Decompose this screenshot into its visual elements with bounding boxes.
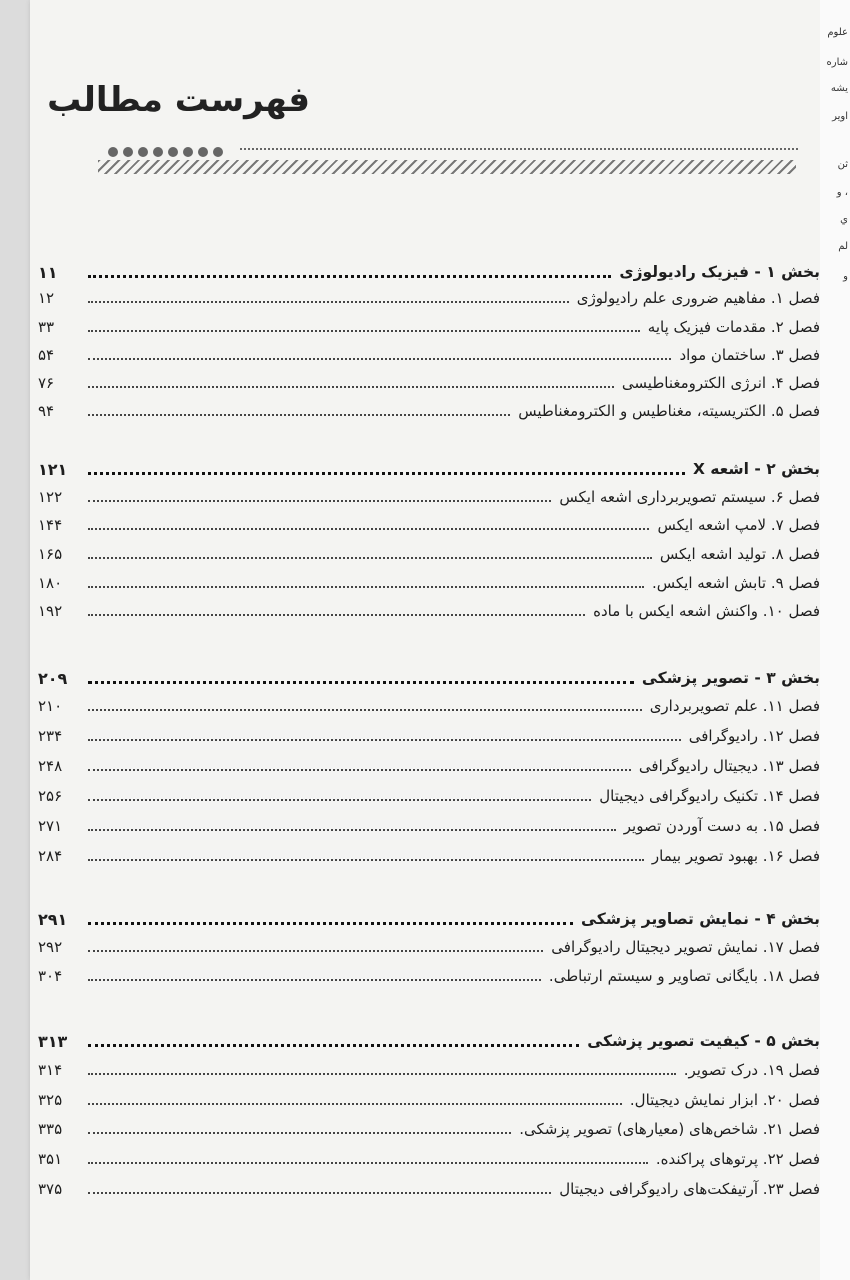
dot-leader xyxy=(88,769,631,771)
toc-part-entry[interactable] xyxy=(34,905,820,933)
dot-leader xyxy=(88,358,671,360)
page-number: ۱۲ xyxy=(38,289,55,307)
dot-leader xyxy=(88,301,569,303)
chapter-title: فصل ۵. الکتریسیته، مغناطیس و الکترومغناطیس xyxy=(518,402,820,420)
part-title: بخش ۲ - اشعه X xyxy=(692,460,820,478)
toc-chapter-entry[interactable] xyxy=(34,597,820,625)
toc-chapter-entry[interactable] xyxy=(34,782,820,810)
edge-text: ي xyxy=(840,214,848,225)
toc-chapter-entry[interactable] xyxy=(34,842,820,870)
toc-chapter-entry[interactable] xyxy=(34,511,820,539)
dot-leader xyxy=(88,950,543,952)
page-number: ۳۳۵ xyxy=(38,1120,63,1138)
chapter-title: فصل ۱۶. بهبود تصویر بیمار xyxy=(651,847,820,865)
page-number: ۲۳۴ xyxy=(38,727,63,745)
toc-chapter-entry[interactable] xyxy=(34,369,820,397)
page-number: ۲۱۰ xyxy=(38,697,63,715)
chapter-title: فصل ۱۸. بایگانی تصاویر و سیستم ارتباطی. xyxy=(548,967,820,985)
dot-leader xyxy=(88,557,652,559)
dot-leader xyxy=(88,799,591,801)
toc-chapter-entry[interactable] xyxy=(34,540,820,568)
dot-leader xyxy=(88,472,685,475)
page-number: ۲۰۹ xyxy=(38,668,68,688)
toc-chapter-entry[interactable] xyxy=(34,722,820,750)
dot-leader xyxy=(88,528,649,530)
table-of-contents xyxy=(30,0,820,1280)
dot-leader xyxy=(88,1103,622,1105)
page-number: ۳۵۱ xyxy=(38,1150,63,1168)
chapter-title: فصل ۸. تولید اشعه ایکس xyxy=(659,545,820,563)
edge-text: ، و xyxy=(836,187,848,198)
chapter-title: فصل ۱۲. رادیوگرافی xyxy=(688,727,820,745)
dot-leader xyxy=(88,386,614,388)
dot-leader xyxy=(88,709,642,711)
dot-leader xyxy=(88,829,616,831)
toc-chapter-entry[interactable] xyxy=(34,341,820,369)
toc-chapter-entry[interactable] xyxy=(34,397,820,425)
chapter-title: فصل ۳. ساختمان مواد xyxy=(679,346,820,364)
page-number: ۱۸۰ xyxy=(38,574,63,592)
dot-leader xyxy=(88,614,585,616)
page-number: ۲۹۱ xyxy=(38,909,68,929)
page-number: ۳۷۵ xyxy=(38,1180,63,1198)
book-page xyxy=(30,0,820,1280)
edge-text: و xyxy=(843,271,848,282)
toc-chapter-entry[interactable] xyxy=(34,1056,820,1084)
chapter-title: فصل ۹. تابش اشعه ایکس. xyxy=(651,574,820,592)
page-number: ۹۴ xyxy=(38,402,55,420)
toc-chapter-entry[interactable] xyxy=(34,962,820,990)
dot-leader xyxy=(88,739,681,741)
dot-leader xyxy=(88,330,640,332)
page-number: ۳۲۵ xyxy=(38,1091,63,1109)
chapter-title: فصل ۱۳. دیجیتال رادیوگرافی xyxy=(638,757,820,775)
toc-chapter-entry[interactable] xyxy=(34,284,820,312)
dot-leader xyxy=(88,1132,511,1134)
chapter-title: فصل ۷. لامپ اشعه ایکس xyxy=(657,516,820,534)
toc-chapter-entry[interactable] xyxy=(34,1115,820,1143)
toc-part-entry[interactable] xyxy=(34,1027,820,1055)
page-number: ۲۹۲ xyxy=(38,938,63,956)
page-number: ۳۱۴ xyxy=(38,1061,63,1079)
chapter-title: فصل ۱۷. نمایش تصویر دیجیتال رادیوگرافی xyxy=(551,938,820,956)
chapter-title: فصل ۱۱. علم تصویربرداری xyxy=(649,697,820,715)
page-number: ۲۷۱ xyxy=(38,817,63,835)
edge-text: لم xyxy=(838,241,848,252)
dot-leader xyxy=(88,1192,551,1194)
page-title: فهرست مطالب xyxy=(47,80,310,120)
toc-chapter-entry[interactable] xyxy=(34,483,820,511)
edge-text: يشه xyxy=(830,83,848,94)
chapter-title: فصل ۱۴. تکنیک رادیوگرافی دیجیتال xyxy=(599,787,820,805)
chapter-title: فصل ۲. مقدمات فیزیک پایه xyxy=(647,318,820,336)
dot-leader xyxy=(88,414,510,416)
chapter-title: فصل ۶. سیستم تصویربرداری اشعه ایکس xyxy=(559,488,820,506)
chapter-title: فصل ۲۳. آرتیفکت‌های رادیوگرافی دیجیتال xyxy=(559,1180,820,1198)
page-number: ۱۲۱ xyxy=(38,459,68,479)
part-title: بخش ۳ - تصویر پزشکی xyxy=(641,669,820,687)
toc-chapter-entry[interactable] xyxy=(34,1175,820,1203)
edge-text: علوم xyxy=(827,27,848,38)
dot-leader xyxy=(88,1073,676,1075)
toc-chapter-entry[interactable] xyxy=(34,1145,820,1173)
chapter-title: فصل ۱. مفاهیم ضروری علم رادیولوژی xyxy=(576,289,820,307)
dot-leader xyxy=(88,1044,579,1047)
page-number: ۳۱۳ xyxy=(38,1031,68,1051)
page-number: ۵۴ xyxy=(38,346,55,364)
page-number: ۱۲۲ xyxy=(38,488,63,506)
page-number: ۲۸۴ xyxy=(38,847,63,865)
page-number: ۲۴۸ xyxy=(38,757,63,775)
page-number: ۳۳ xyxy=(38,318,55,336)
page-number: ۲۵۶ xyxy=(38,787,63,805)
chapter-title: فصل ۲۲. پرتوهای پراکنده. xyxy=(655,1150,820,1168)
page-number: ۷۶ xyxy=(38,374,55,392)
edge-text: ثن xyxy=(837,159,848,170)
page-number: ۳۰۴ xyxy=(38,967,63,985)
part-title: بخش ۴ - نمایش تصاویر پزشکی xyxy=(581,910,820,928)
dot-leader xyxy=(88,681,634,684)
chapter-title: فصل ۱۹. درک تصویر. xyxy=(683,1061,820,1079)
toc-chapter-entry[interactable] xyxy=(34,692,820,720)
page-number: ۱۱ xyxy=(38,262,58,282)
toc-part-entry[interactable] xyxy=(34,455,820,483)
part-title: بخش ۵ - کیفیت تصویر پزشکی xyxy=(587,1032,820,1050)
edge-text: اوير xyxy=(832,111,848,122)
dot-leader xyxy=(88,500,551,502)
dot-leader xyxy=(88,275,611,278)
toc-chapter-entry[interactable] xyxy=(34,1086,820,1114)
toc-chapter-entry[interactable] xyxy=(34,933,820,961)
toc-chapter-entry[interactable] xyxy=(34,313,820,341)
dot-leader xyxy=(88,979,541,981)
toc-chapter-entry[interactable] xyxy=(34,569,820,597)
chapter-title: فصل ۱۰. واکنش اشعه ایکس با ماده xyxy=(593,602,820,620)
dot-leader xyxy=(88,1162,648,1164)
page-number: ۱۹۲ xyxy=(38,602,63,620)
dot-leader xyxy=(88,586,644,588)
toc-chapter-entry[interactable] xyxy=(34,812,820,840)
chapter-title: فصل ۲۱. شاخص‌های (معیارهای) تصویر پزشکی. xyxy=(519,1120,820,1138)
edge-text: شاره xyxy=(826,57,848,68)
dot-leader xyxy=(88,859,644,861)
toc-chapter-entry[interactable] xyxy=(34,752,820,780)
part-title: بخش ۱ - فیزیک رادیولوژی xyxy=(619,263,820,281)
toc-part-entry[interactable] xyxy=(34,258,820,286)
chapter-title: فصل ۴. انرژی الکترومغناطیسی xyxy=(621,374,820,392)
toc-part-entry[interactable] xyxy=(34,664,820,692)
next-page-edge xyxy=(820,0,850,1280)
dot-leader xyxy=(88,922,573,925)
page-number: ۱۴۴ xyxy=(38,516,63,534)
page-number: ۱۶۵ xyxy=(38,545,63,563)
chapter-title: فصل ۱۵. به دست آوردن تصویر xyxy=(623,817,820,835)
chapter-title: فصل ۲۰. ابزار نمایش دیجیتال. xyxy=(629,1091,820,1109)
